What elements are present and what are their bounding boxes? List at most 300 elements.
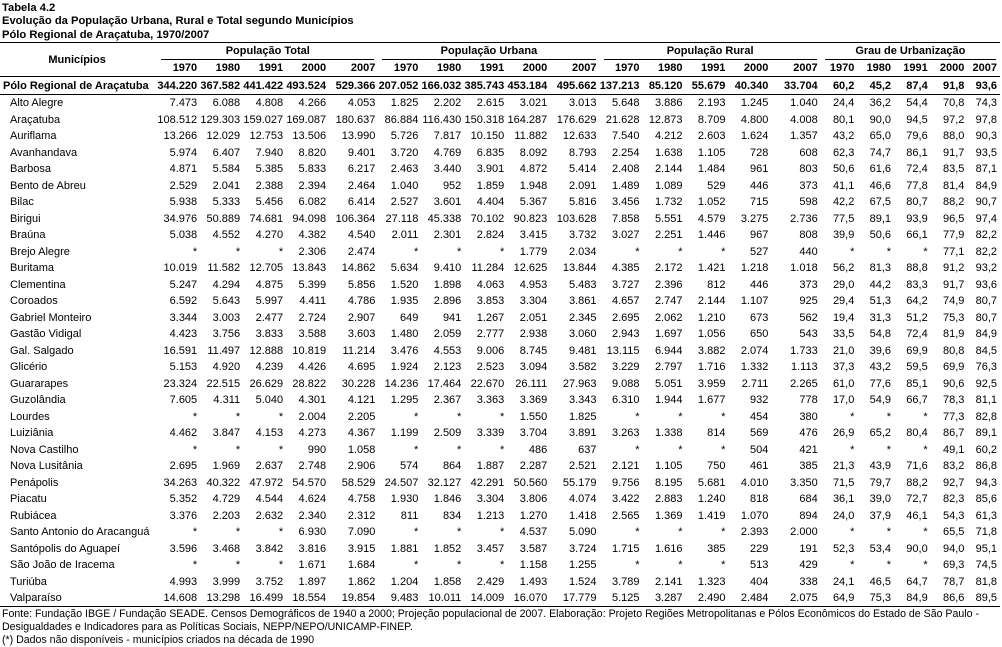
table-cell: 5.551 [654, 212, 683, 225]
table-cell: * [278, 443, 284, 456]
table-cell: 24,4 [832, 97, 855, 110]
table-cell: 42.291 [470, 476, 505, 489]
table-cell: 1.859 [476, 179, 505, 192]
table-cell: 72,7 [906, 493, 928, 506]
table-cell: 8.820 [298, 146, 327, 159]
table-cell: 21,0 [832, 344, 855, 357]
table-cell: 60,2 [975, 443, 997, 456]
table-cell: 3.457 [476, 542, 505, 555]
table-row [0, 524, 1000, 541]
table-cell: 2.393 [740, 526, 769, 539]
table-cell: 2.396 [654, 278, 683, 291]
table-cell: 5.456 [255, 196, 284, 209]
table-cell: 90,0 [906, 542, 928, 555]
table-cell: 1.210 [697, 311, 726, 324]
table-cell: 4.758 [347, 493, 376, 506]
table-cell: 2.603 [697, 130, 726, 143]
table-cell: 373 [799, 278, 818, 291]
table-cell: 2.011 [391, 229, 419, 242]
table-cell: 74,5 [975, 559, 997, 572]
table-cell: 3.886 [654, 97, 683, 110]
table-cell: 41,1 [832, 179, 855, 192]
table-cell: 64,9 [821, 590, 858, 607]
table-cell: 925 [799, 295, 818, 308]
table-cell: 1.684 [347, 559, 376, 572]
table-cell: 21.628 [605, 113, 640, 126]
table-row [0, 111, 1000, 128]
table-cell: * [923, 443, 928, 456]
table-cell: 2.883 [654, 493, 683, 506]
table-cell: 150.318 [464, 113, 505, 126]
table-cell: 4.579 [697, 212, 726, 225]
table-cell: 10.150 [470, 130, 505, 143]
table-cell: 4.273 [298, 427, 327, 440]
municipio-name: Luiziânia [10, 427, 54, 440]
table-cell: 803 [799, 163, 818, 176]
table-row [0, 227, 1000, 244]
table-cell: 12.633 [562, 130, 597, 143]
table-cell: 808 [799, 229, 818, 242]
table-cell: 454 [750, 410, 769, 423]
table-cell: 3.013 [569, 97, 597, 110]
table-cell: 3.476 [390, 344, 419, 357]
table-cell: 3.369 [519, 394, 548, 407]
table-cell: 19.854 [329, 590, 378, 607]
table-cell: 7.817 [433, 130, 462, 143]
municipio-name: Rubiácea [10, 509, 57, 522]
table-cell: 2.565 [611, 509, 640, 522]
table-cell: 3.275 [740, 212, 769, 225]
total-row [0, 77, 1000, 95]
table-cell: 88,2 [942, 196, 965, 209]
table-cell: 3.344 [169, 311, 198, 324]
table-cell: 86.884 [384, 113, 419, 126]
table-cell: 43,2 [832, 130, 855, 143]
table-cell: 513 [750, 559, 769, 572]
table-cell: 207.052 [378, 77, 421, 95]
table-cell: 461 [750, 460, 769, 473]
table-cell: 42,2 [832, 196, 855, 209]
table-cell: 64,7 [906, 575, 928, 588]
table-cell: 58.529 [341, 476, 376, 489]
table-cell: 16.499 [243, 590, 286, 607]
table-cell: 4.382 [298, 229, 327, 242]
table-cell: * [678, 410, 683, 423]
table-cell: 4.426 [298, 361, 327, 374]
table-cell: 2.711 [741, 377, 769, 390]
table-cell: 441.422 [243, 77, 286, 95]
table-cell: 97,2 [942, 113, 965, 126]
table-cell: 45.338 [427, 212, 462, 225]
table-cell: 36,1 [832, 493, 855, 506]
table-row [0, 243, 1000, 260]
table-cell: 2.306 [298, 245, 327, 258]
table-cell: 5.648 [611, 97, 640, 110]
table-cell: 1.052 [697, 196, 726, 209]
table-cell: 1.255 [569, 559, 597, 572]
table-cell: 16.070 [507, 590, 550, 607]
table-cell: 3.596 [169, 542, 198, 555]
table-cell: 81,9 [942, 328, 965, 341]
table-cell: 2.193 [697, 97, 726, 110]
table-cell: 1.056 [697, 328, 726, 341]
table-cell: 812 [707, 278, 726, 291]
table-cell: 82,3 [942, 493, 965, 506]
table-cell: 608 [799, 146, 818, 159]
table-cell: 80,7 [906, 196, 928, 209]
table-cell: 2.429 [476, 575, 505, 588]
table-cell: 5.333 [212, 196, 241, 209]
table-cell: 4.953 [519, 278, 548, 291]
table-cell: 3.440 [433, 163, 462, 176]
table-cell: 166.032 [421, 77, 464, 95]
table-cell: 1.732 [654, 196, 683, 209]
table-cell: 2.615 [476, 97, 505, 110]
table-cell: 89,5 [967, 590, 1000, 607]
table-cell: 67,5 [869, 196, 892, 209]
table-cell: 29,0 [832, 278, 855, 291]
table-cell: 3.704 [519, 427, 548, 440]
table-cell: 34.976 [163, 212, 198, 225]
table-cell: 2.464 [347, 179, 376, 192]
table-row [0, 408, 1000, 425]
population-table [0, 42, 1000, 608]
table-cell: 66,7 [906, 394, 928, 407]
table-cell: 6.407 [212, 146, 241, 159]
table-cell: 4.270 [255, 229, 284, 242]
table-cell: * [499, 410, 505, 423]
table-cell: 1.715 [611, 542, 640, 555]
table-cell: 93,6 [967, 77, 1000, 95]
table-cell: 82,8 [975, 410, 997, 423]
table-cell: 673 [750, 311, 769, 324]
table-cell: * [850, 443, 855, 456]
table-cell: 3.789 [611, 575, 640, 588]
table-cell: 3.752 [255, 575, 284, 588]
table-cell: 649 [399, 311, 419, 324]
table-cell: 80,1 [832, 113, 855, 126]
table-cell: 12.873 [648, 113, 683, 126]
table-cell: 2.121 [611, 460, 640, 473]
table-cell: * [721, 559, 726, 572]
table-row [0, 326, 1000, 343]
table-cell: 2.394 [298, 179, 327, 192]
table-cell: 13.115 [606, 344, 640, 357]
table-cell: 14.236 [384, 377, 419, 390]
table-cell: * [678, 559, 683, 572]
municipio-name: Nova Castilho [10, 443, 79, 456]
table-cell: 9.483 [378, 590, 421, 607]
municipios-header: Municípios [0, 42, 157, 77]
table-cell: 87,1 [975, 163, 997, 176]
table-cell: 3.601 [433, 196, 462, 209]
table-cell: 2.172 [654, 262, 683, 275]
table-cell: 1.357 [790, 130, 818, 143]
table-cell: * [678, 245, 683, 258]
table-cell: 180.637 [335, 113, 376, 126]
municipio-name: Birigui [10, 212, 41, 225]
table-cell: 8.195 [654, 476, 683, 489]
table-cell: 96,5 [942, 212, 965, 225]
table-cell: 3.287 [643, 590, 686, 607]
table-cell: 4.993 [169, 575, 198, 588]
table-cell: 5.974 [169, 146, 198, 159]
table-cell: 4.800 [740, 113, 769, 126]
table-cell: 967 [750, 229, 769, 242]
table-cell: 71,8 [975, 526, 997, 539]
table-cell: 8.745 [519, 344, 548, 357]
table-cell: 1.070 [740, 509, 769, 522]
table-cell: 5.051 [654, 377, 683, 390]
table-cell: 1.493 [519, 575, 548, 588]
table-cell: 1.107 [740, 295, 769, 308]
table-cell: 6.088 [212, 97, 241, 110]
table-cell: 77,8 [906, 179, 928, 192]
table-cell: 94,0 [942, 542, 965, 555]
table-cell: 83,2 [942, 460, 965, 473]
table-cell: 4.552 [212, 229, 241, 242]
table-cell: 3.842 [255, 542, 284, 555]
table-cell: 404 [750, 575, 769, 588]
table-cell: 14.862 [341, 262, 376, 275]
table-cell: 4.624 [298, 493, 327, 506]
table-cell: 3.060 [569, 328, 597, 341]
table-cell: 9.756 [611, 476, 640, 489]
table-cell: 1.969 [212, 460, 241, 473]
table-cell: 1.446 [697, 229, 726, 242]
table-cell: 2.287 [519, 460, 548, 473]
table-cell: 89,1 [975, 427, 997, 440]
table-cell: * [499, 526, 505, 539]
table-cell: 45,2 [857, 77, 894, 95]
table-cell: * [850, 526, 855, 539]
year-header: 1970 [157, 60, 200, 77]
table-cell: 13.843 [292, 262, 327, 275]
municipio-name: Guzolândia [10, 394, 66, 407]
table-cell: 1.018 [790, 262, 818, 275]
table-cell: 24,1 [832, 575, 855, 588]
table-cell: 1.944 [654, 394, 683, 407]
table-cell: 90,7 [975, 196, 997, 209]
year-header: 1980 [643, 60, 686, 77]
table-cell: 3.891 [569, 427, 597, 440]
table-cell: 3.263 [611, 427, 640, 440]
table-cell: 2.695 [169, 460, 198, 473]
table-cell: 60,2 [821, 77, 858, 95]
table-cell: 4.657 [611, 295, 640, 308]
year-header: 2000 [286, 60, 329, 77]
table-cell: 380 [799, 410, 818, 423]
table-cell: 11.284 [471, 262, 505, 275]
table-cell: 5.856 [347, 278, 376, 291]
table-cell: 97,8 [975, 113, 997, 126]
table-cell: 894 [799, 509, 818, 522]
table-cell: 169.087 [286, 113, 327, 126]
table-cell: 2.748 [298, 460, 327, 473]
table-subtitle: Evolução da População Urbana, Rural e Total segundo Municípios [2, 15, 354, 28]
table-cell: 5.816 [569, 196, 597, 209]
table-cell: * [414, 245, 419, 258]
table-cell: 6.310 [611, 394, 640, 407]
table-cell: 12.625 [513, 262, 548, 275]
table-cell: 52,3 [832, 542, 855, 555]
table-cell: 6.835 [476, 146, 505, 159]
table-cell: 3.853 [476, 295, 505, 308]
table-cell: 3.003 [212, 311, 241, 324]
table-cell: 1.887 [476, 460, 505, 473]
table-cell: * [457, 410, 462, 423]
table-cell: 77,9 [942, 229, 965, 242]
table-cell: 4.301 [298, 394, 327, 407]
table-cell: 3.350 [790, 476, 818, 489]
table-cell: 1.158 [519, 559, 548, 572]
table-cell: * [635, 526, 640, 539]
table-cell: 81,1 [975, 394, 997, 407]
table-row [0, 128, 1000, 145]
group-header-grau: Grau de Urbanização [821, 42, 1000, 60]
table-cell: 684 [799, 493, 818, 506]
table-cell: 1.089 [654, 179, 683, 192]
table-cell: 3.422 [611, 493, 640, 506]
table-cell: 486 [528, 443, 548, 456]
table-cell: * [457, 443, 462, 456]
footnote: (*) Dados não disponíveis - municípios criados na década de 1990 [2, 633, 315, 646]
table-cell: 5.414 [569, 163, 597, 176]
table-cell: 26.111 [515, 377, 548, 390]
table-cell: 4.871 [169, 163, 198, 176]
table-cell: 50.560 [513, 476, 548, 489]
table-cell: 97,4 [975, 212, 997, 225]
table-cell: 2.521 [569, 460, 597, 473]
table-cell: 2.345 [569, 311, 597, 324]
table-cell: 90,3 [975, 130, 997, 143]
municipio-name: Brejo Alegre [10, 245, 70, 258]
municipio-name: Gabriel Monteiro [10, 311, 92, 324]
table-row [0, 260, 1000, 277]
table-cell: 33.704 [771, 77, 820, 95]
table-cell: 95,1 [975, 542, 997, 555]
table-cell: 1.199 [390, 427, 419, 440]
table-cell: * [678, 526, 683, 539]
table-cell: 54,8 [869, 328, 892, 341]
table-cell: 4.462 [169, 427, 198, 440]
table-cell: 4.540 [347, 229, 376, 242]
table-row [0, 177, 1000, 194]
table-cell: * [499, 443, 505, 456]
table-cell: * [721, 245, 726, 258]
table-cell: 27.118 [385, 212, 419, 225]
table-cell: 5.938 [169, 196, 198, 209]
table-cell: 3.882 [697, 344, 726, 357]
table-cell: 1.733 [790, 344, 818, 357]
table-cell: 33,5 [832, 328, 855, 341]
table-cell: * [850, 410, 855, 423]
table-cell: 453.184 [507, 77, 550, 95]
table-cell: 2.736 [790, 212, 818, 225]
table-cell: 2.301 [433, 229, 462, 242]
municipio-name: Santo Antonio do Aracanguá [10, 526, 150, 539]
table-cell: 4.239 [255, 361, 284, 374]
municipio-name: Araçatuba [10, 113, 61, 126]
table-cell: 3.415 [519, 229, 548, 242]
table-cell: 4.008 [790, 113, 818, 126]
table-cell: 715 [750, 196, 769, 209]
table-cell: 5.352 [169, 493, 198, 506]
municipio-name: Guararapes [10, 377, 69, 390]
table-cell: 1.935 [390, 295, 419, 308]
table-cell: 85,1 [906, 377, 928, 390]
table-cell: 4.875 [255, 278, 284, 291]
municipio-name: Lourdes [10, 410, 50, 423]
table-cell: 88,2 [906, 476, 928, 489]
table-cell: 3.582 [569, 361, 597, 374]
table-cell: 1.524 [569, 575, 597, 588]
table-row [0, 375, 1000, 392]
table-cell: 543 [799, 328, 818, 341]
table-cell: * [235, 443, 241, 456]
table-cell: 3.021 [519, 97, 548, 110]
table-cell: 598 [799, 196, 818, 209]
table-cell: 3.603 [347, 328, 376, 341]
table-cell: 2.896 [433, 295, 462, 308]
table-cell: 2.824 [476, 229, 505, 242]
table-cell: 2.202 [433, 97, 462, 110]
table-cell: 2.907 [347, 311, 376, 324]
table-cell: 4.920 [212, 361, 241, 374]
table-cell: 1.825 [569, 410, 597, 423]
year-header: 2000 [728, 60, 771, 77]
table-cell: 129.303 [200, 113, 241, 126]
table-cell: 2.637 [255, 460, 284, 473]
table-cell: 1.846 [433, 493, 462, 506]
table-cell: 13.266 [163, 130, 198, 143]
table-cell: 76,3 [975, 361, 997, 374]
table-row [0, 94, 1000, 111]
municipio-name: Buritama [10, 262, 55, 275]
table-cell: * [923, 410, 928, 423]
table-row [0, 161, 1000, 178]
table-cell: 74,9 [942, 295, 965, 308]
table-cell: * [192, 245, 198, 258]
table-cell: 82,2 [975, 245, 997, 258]
table-cell: 27.963 [562, 377, 597, 390]
table-cell: 818 [750, 493, 769, 506]
table-cell: 159.027 [243, 113, 284, 126]
table-row [0, 491, 1000, 508]
table-cell: 12.705 [249, 262, 284, 275]
table-cell: 6.414 [347, 196, 376, 209]
table-cell: 17.464 [427, 377, 462, 390]
table-row [0, 458, 1000, 475]
table-cell: 3.376 [169, 509, 198, 522]
municipio-name: Pólo Regional de Araçatuba [0, 77, 157, 95]
table-cell: 21,3 [832, 460, 855, 473]
table-cell: 1.267 [476, 311, 505, 324]
table-cell: 93,5 [975, 146, 997, 159]
table-cell: 90,0 [869, 113, 892, 126]
table-cell: 3.456 [611, 196, 640, 209]
table-cell: 562 [799, 311, 818, 324]
table-cell: 446 [750, 278, 769, 291]
table-cell: 116.430 [422, 113, 462, 126]
table-cell: 421 [799, 443, 818, 456]
table-cell: 3.847 [212, 427, 241, 440]
table-cell: 4.769 [433, 146, 462, 159]
table-cell: 26.629 [249, 377, 284, 390]
year-header: 1980 [200, 60, 243, 77]
table-cell: 728 [750, 146, 769, 159]
municipio-name: Piacatu [10, 493, 47, 506]
